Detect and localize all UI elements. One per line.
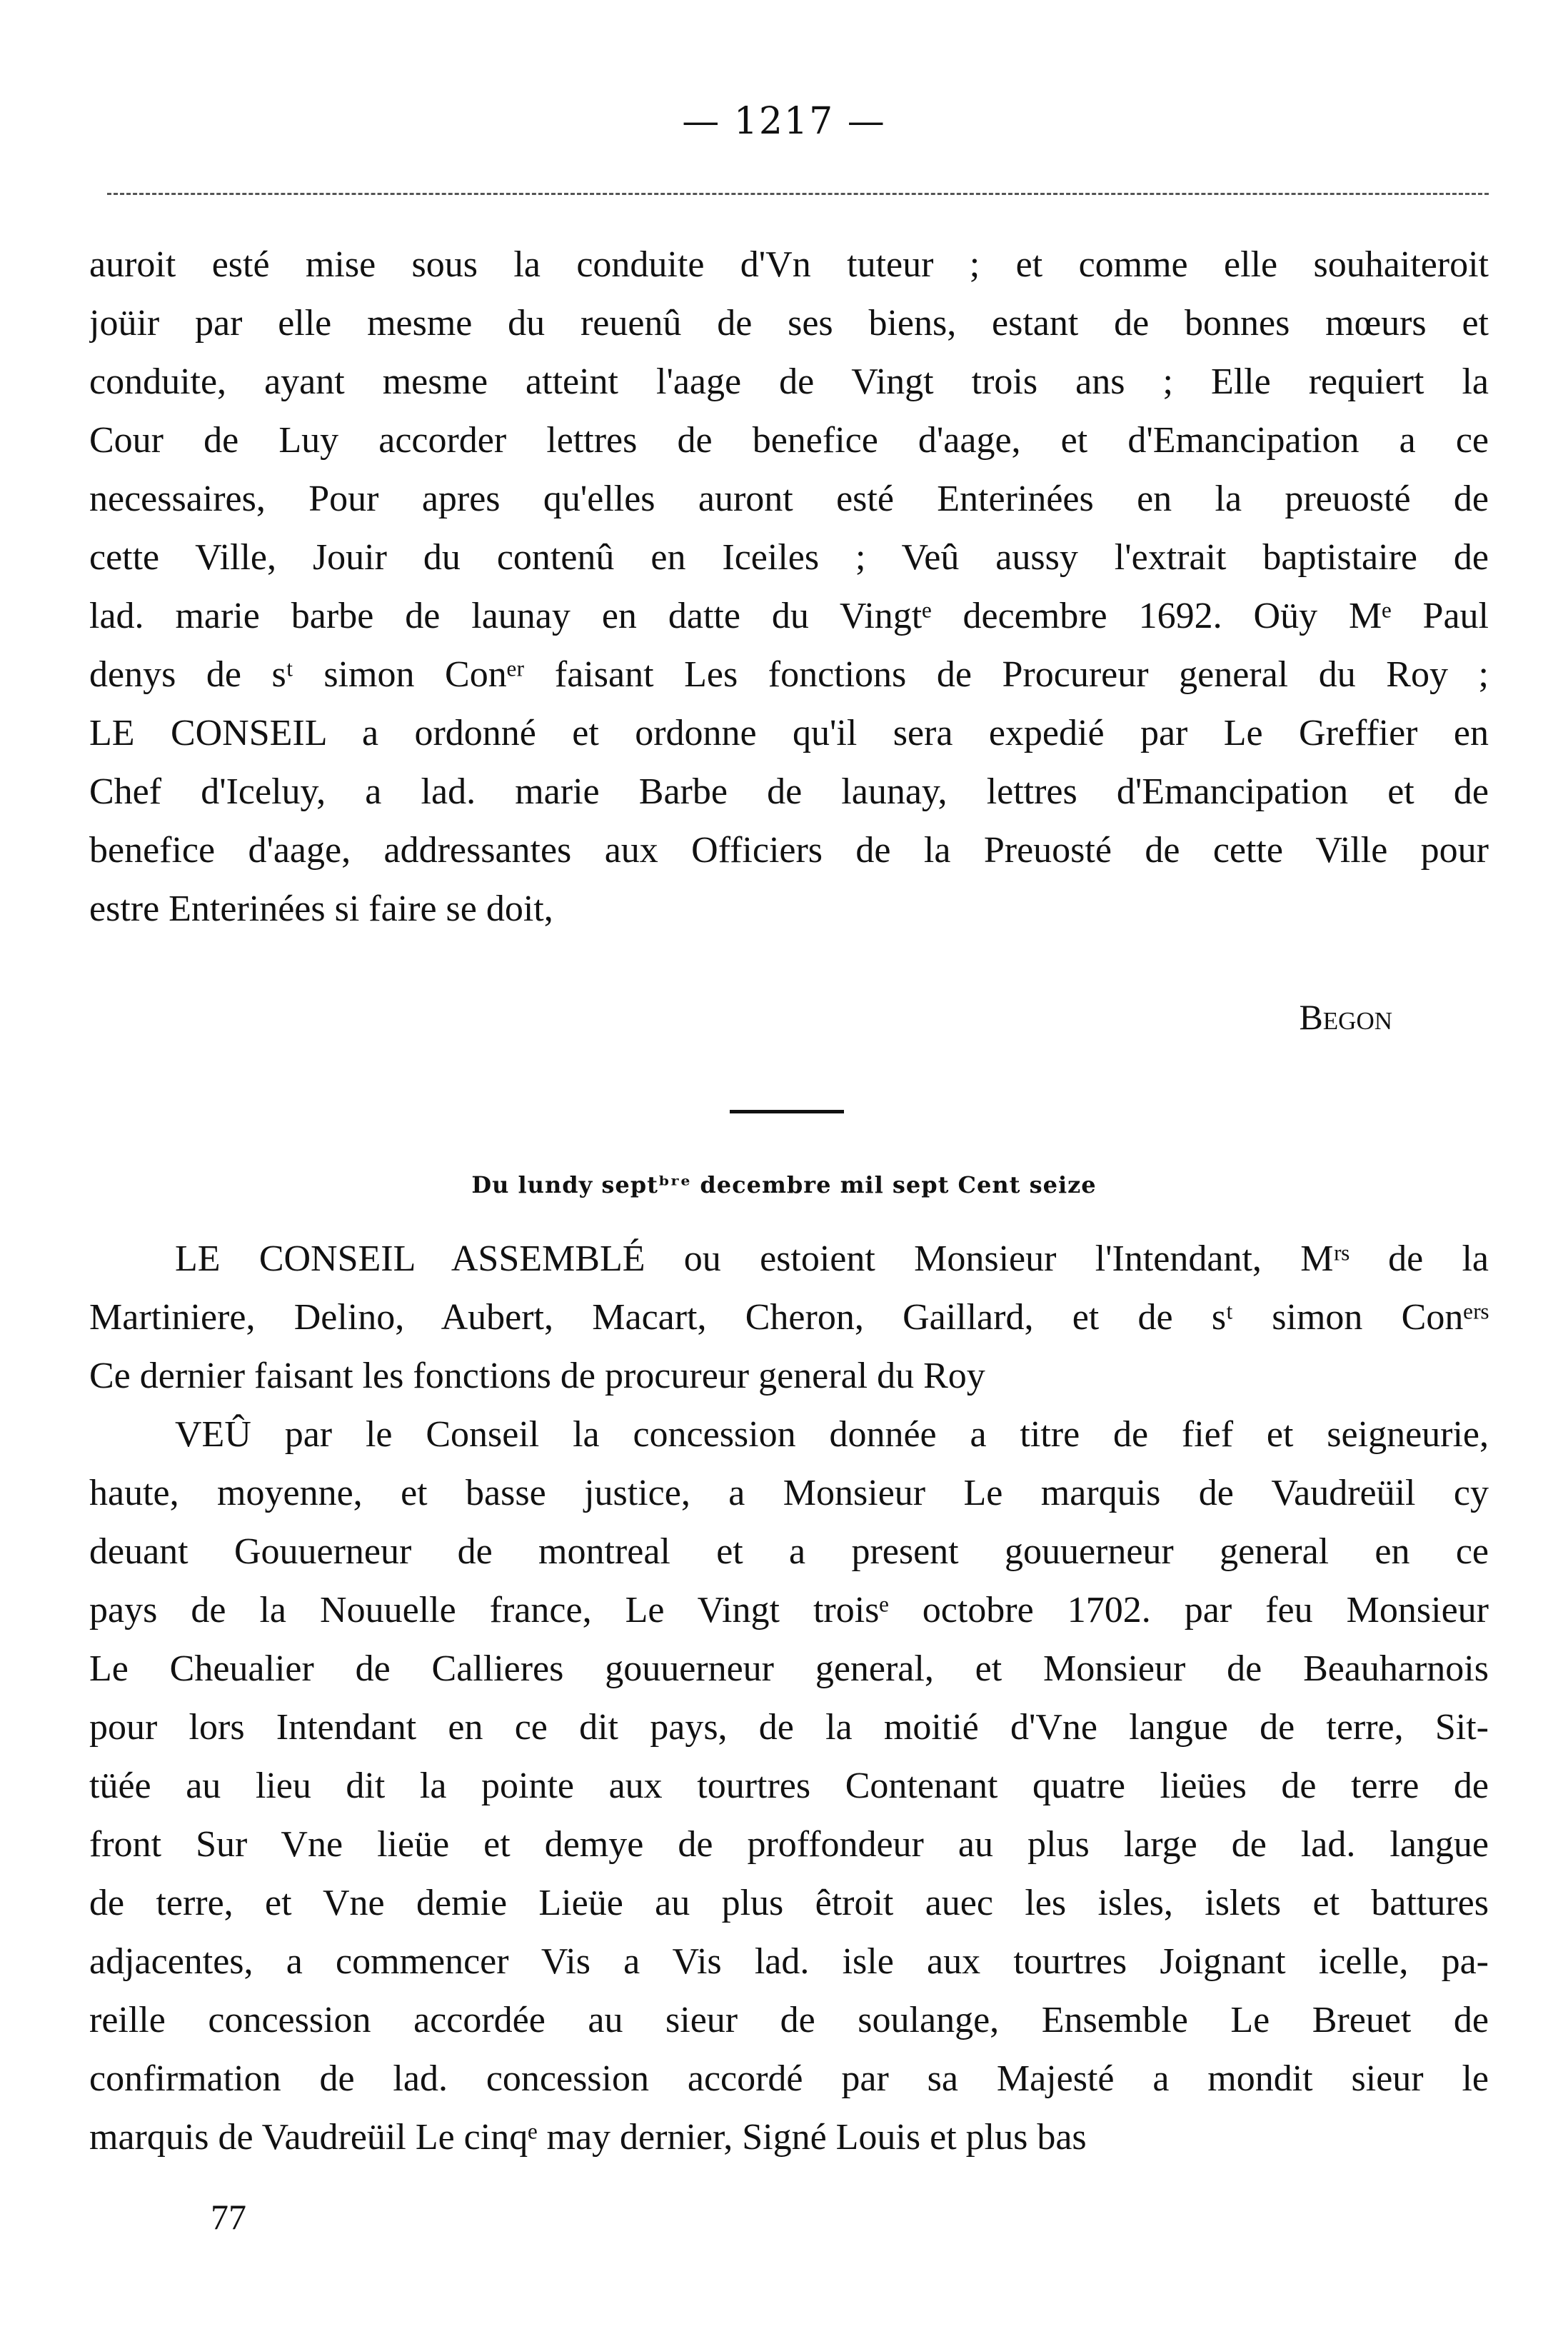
text-line: pour lors Intendant en ce dit pays, de la moitié d'Vne langue de terre, Sit- (89, 1707, 1489, 1748)
text-line: benefice d'aage, addressantes aux Officiers de la Preuosté de cette Ville pour (89, 830, 1489, 871)
header-rule (107, 193, 1489, 195)
text-line: Chef d'Iceluy, a lad. marie Barbe de launay, lettres d'Emancipation et de (89, 771, 1489, 812)
text-line: auroit esté mise sous la conduite d'Vn tuteur ; et comme elle souhaiteroit (89, 244, 1489, 285)
text-line: VEÛ par le Conseil la concession donnée a titre de fief et seigneurie, (175, 1414, 1489, 1455)
text-line: de terre, et Vne demie Lieüe au plus êtroit auec les isles, islets et battures (89, 1883, 1489, 1923)
text-line: denys de sᵗ simon Conᵉʳ faisant Les fonctions de Procureur general du Roy ; (89, 654, 1489, 695)
text-line: necessaires, Pour apres qu'elles auront esté Enterinées en la preuosté de (89, 479, 1489, 519)
text-line: pays de la Nouuelle france, Le Vingt troisᵉ octobre 1702. par feu Monsieur (89, 1590, 1489, 1631)
text-line: conduite, ayant mesme atteint l'aage de Vingt trois ans ; Elle requiert la (89, 361, 1489, 402)
text-line: LE CONSEIL ASSEMBLÉ ou estoient Monsieur l'Intendant, Mʳˢ de la (175, 1238, 1489, 1279)
text-line: Ce dernier faisant les fonctions de procureur general du Roy (89, 1356, 985, 1396)
section-divider (730, 1110, 844, 1113)
text-line: reille concession accordée au sieur de soulange, Ensemble Le Breuet de (89, 2000, 1489, 2040)
paragraph-3 (89, 1406, 1489, 2167)
text-line: haute, moyenne, et basse justice, a Monsieur Le marquis de Vaudreüil cy (89, 1473, 1489, 1513)
paragraph-2 (89, 1230, 1489, 1406)
text-line: joüir par elle mesme du reuenû de ses biens, estant de bonnes mœurs et (89, 303, 1489, 344)
page-number: — 1217 — (682, 100, 886, 143)
text-line: cette Ville, Jouir du contenû en Iceiles ; Veû aussy l'extrait baptistaire de (89, 537, 1489, 578)
text-line: confirmation de lad. concession accordé par sa Majesté a mondit sieur le (89, 2058, 1489, 2099)
text-line: deuant Gouuerneur de montreal et a present gouuerneur general en ce (89, 1531, 1489, 1572)
text-line: estre Enterinées si faire se doit, (89, 888, 553, 929)
text-line: Cour de Luy accorder lettres de benefice d'aage, et d'Emancipation a ce (89, 420, 1489, 461)
signature: Begon (1299, 997, 1392, 1037)
paragraph-1 (89, 236, 1489, 938)
text-line: tüée au lieu dit la pointe aux tourtres Contenant quatre lieües de terre de (89, 1765, 1489, 1806)
text-line: Martiniere, Delino, Aubert, Macart, Cheron, Gaillard, et de sᵗ simon Conᵉʳˢ (89, 1297, 1489, 1338)
text-line: LE CONSEIL a ordonné et ordonne qu'il sera expedié par Le Greffier en (89, 713, 1489, 753)
footer-number: 77 (211, 2197, 246, 2237)
text-line: front Sur Vne lieüe et demye de proffondeur au plus large de lad. langue (89, 1824, 1489, 1865)
text-line: lad. marie barbe de launay en datte du Vingtᵉ decembre 1692. Oüy Mᵉ Paul (89, 596, 1489, 636)
text-line: Le Cheualier de Callieres gouuerneur general, et Monsieur de Beauharnois (89, 1648, 1489, 1689)
text-line: adjacentes, a commencer Vis a Vis lad. isle aux tourtres Joignant icelle, pa- (89, 1941, 1489, 1982)
text-line: marquis de Vaudreüil Le cinqᵉ may dernier, Signé Louis et plus bas (89, 2117, 1087, 2158)
section-heading: Du lundy septᵇʳᵉ decembre mil sept Cent seize (471, 1171, 1097, 1198)
